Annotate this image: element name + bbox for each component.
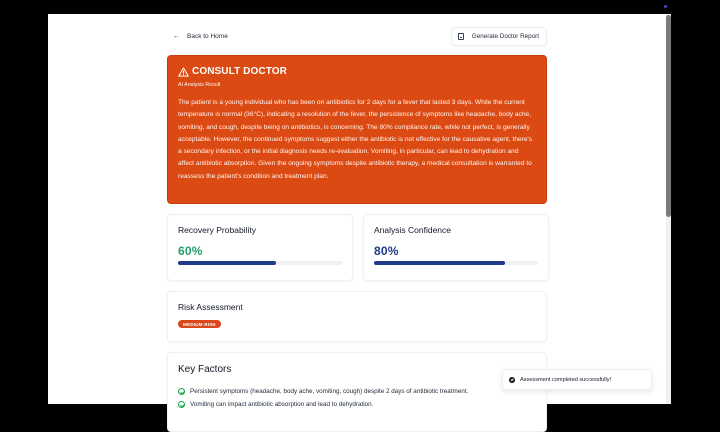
key-factors-title: Key Factors [178, 364, 232, 375]
check-circle-icon [178, 388, 185, 395]
arrow-left-icon: ← [173, 33, 180, 40]
page-header [167, 27, 547, 46]
risk-assessment-card [167, 291, 547, 342]
confidence-progress-fill [374, 261, 505, 265]
warning-triangle-icon [178, 67, 189, 77]
list-item [178, 385, 536, 398]
recovery-value: 60% [178, 244, 203, 258]
check-badge-icon [509, 377, 515, 383]
confidence-value: 80% [374, 244, 399, 258]
analysis-confidence-card [363, 214, 549, 281]
alert-body-text: The patient is a young individual who has been on antibiotics for 2 days for a fever that lasted 3 days. While the current temperature is normal (36°C), indicating a resolution of the fever, the persistence of symptoms like headache, body ache, vomiting, and cough, despite being on antibiotics, is concerning. The 80% compliance rate, while not perfect, is generally acceptable. However, the continued symptoms suggest either the antibiotic is not effective for the causative agent, there's a secondary infection, or the initial diagnosis needs re-evaluation. Vomiting, in particular, can lead to dehydration and affect antibiotic absorption. Given the ongoing symptoms despite antibiotic therapy, a medical consultation is warranted to reassess the patient's condition and treatment plan. [178, 99, 533, 180]
check-circle-icon [178, 401, 185, 408]
success-toast[interactable] [502, 369, 652, 390]
key-factors-card [167, 352, 547, 432]
recovery-probability-card [167, 214, 353, 281]
generate-doctor-report-button[interactable] [451, 27, 547, 46]
factor-text: Vomiting can impact antibiotic absorption and lead to dehydration. [190, 401, 374, 408]
list-item [178, 398, 536, 411]
alert-title: CONSULT DOCTOR [192, 66, 287, 77]
risk-title: Risk Assessment [178, 302, 243, 312]
confidence-progress-track [374, 261, 538, 265]
back-label: Back to Home [187, 33, 228, 40]
recovery-progress-fill [178, 261, 276, 265]
back-to-home-link[interactable] [167, 33, 228, 40]
factor-text: Persistent symptoms (headache, body ache, vomiting, cough) despite 2 days of antibiotic treatment. [190, 388, 469, 395]
consult-doctor-alert [167, 55, 547, 204]
document-icon [458, 33, 464, 40]
alert-subtitle: AI Analysis Result [178, 82, 221, 88]
scrollbar-thumb[interactable] [666, 15, 671, 217]
toast-message: Assessment completed successfully! [520, 376, 612, 383]
status-dot [664, 5, 667, 8]
risk-badge: MEDIUM RISK [178, 320, 221, 328]
report-button-label: Generate Doctor Report [471, 33, 539, 40]
page-viewport [48, 14, 671, 408]
alert-title-row [178, 66, 536, 77]
recovery-progress-track [178, 261, 342, 265]
metrics-row [167, 214, 547, 281]
key-factors-list [178, 385, 536, 411]
recovery-label: Recovery Probability [178, 225, 256, 235]
confidence-label: Analysis Confidence [374, 225, 452, 235]
